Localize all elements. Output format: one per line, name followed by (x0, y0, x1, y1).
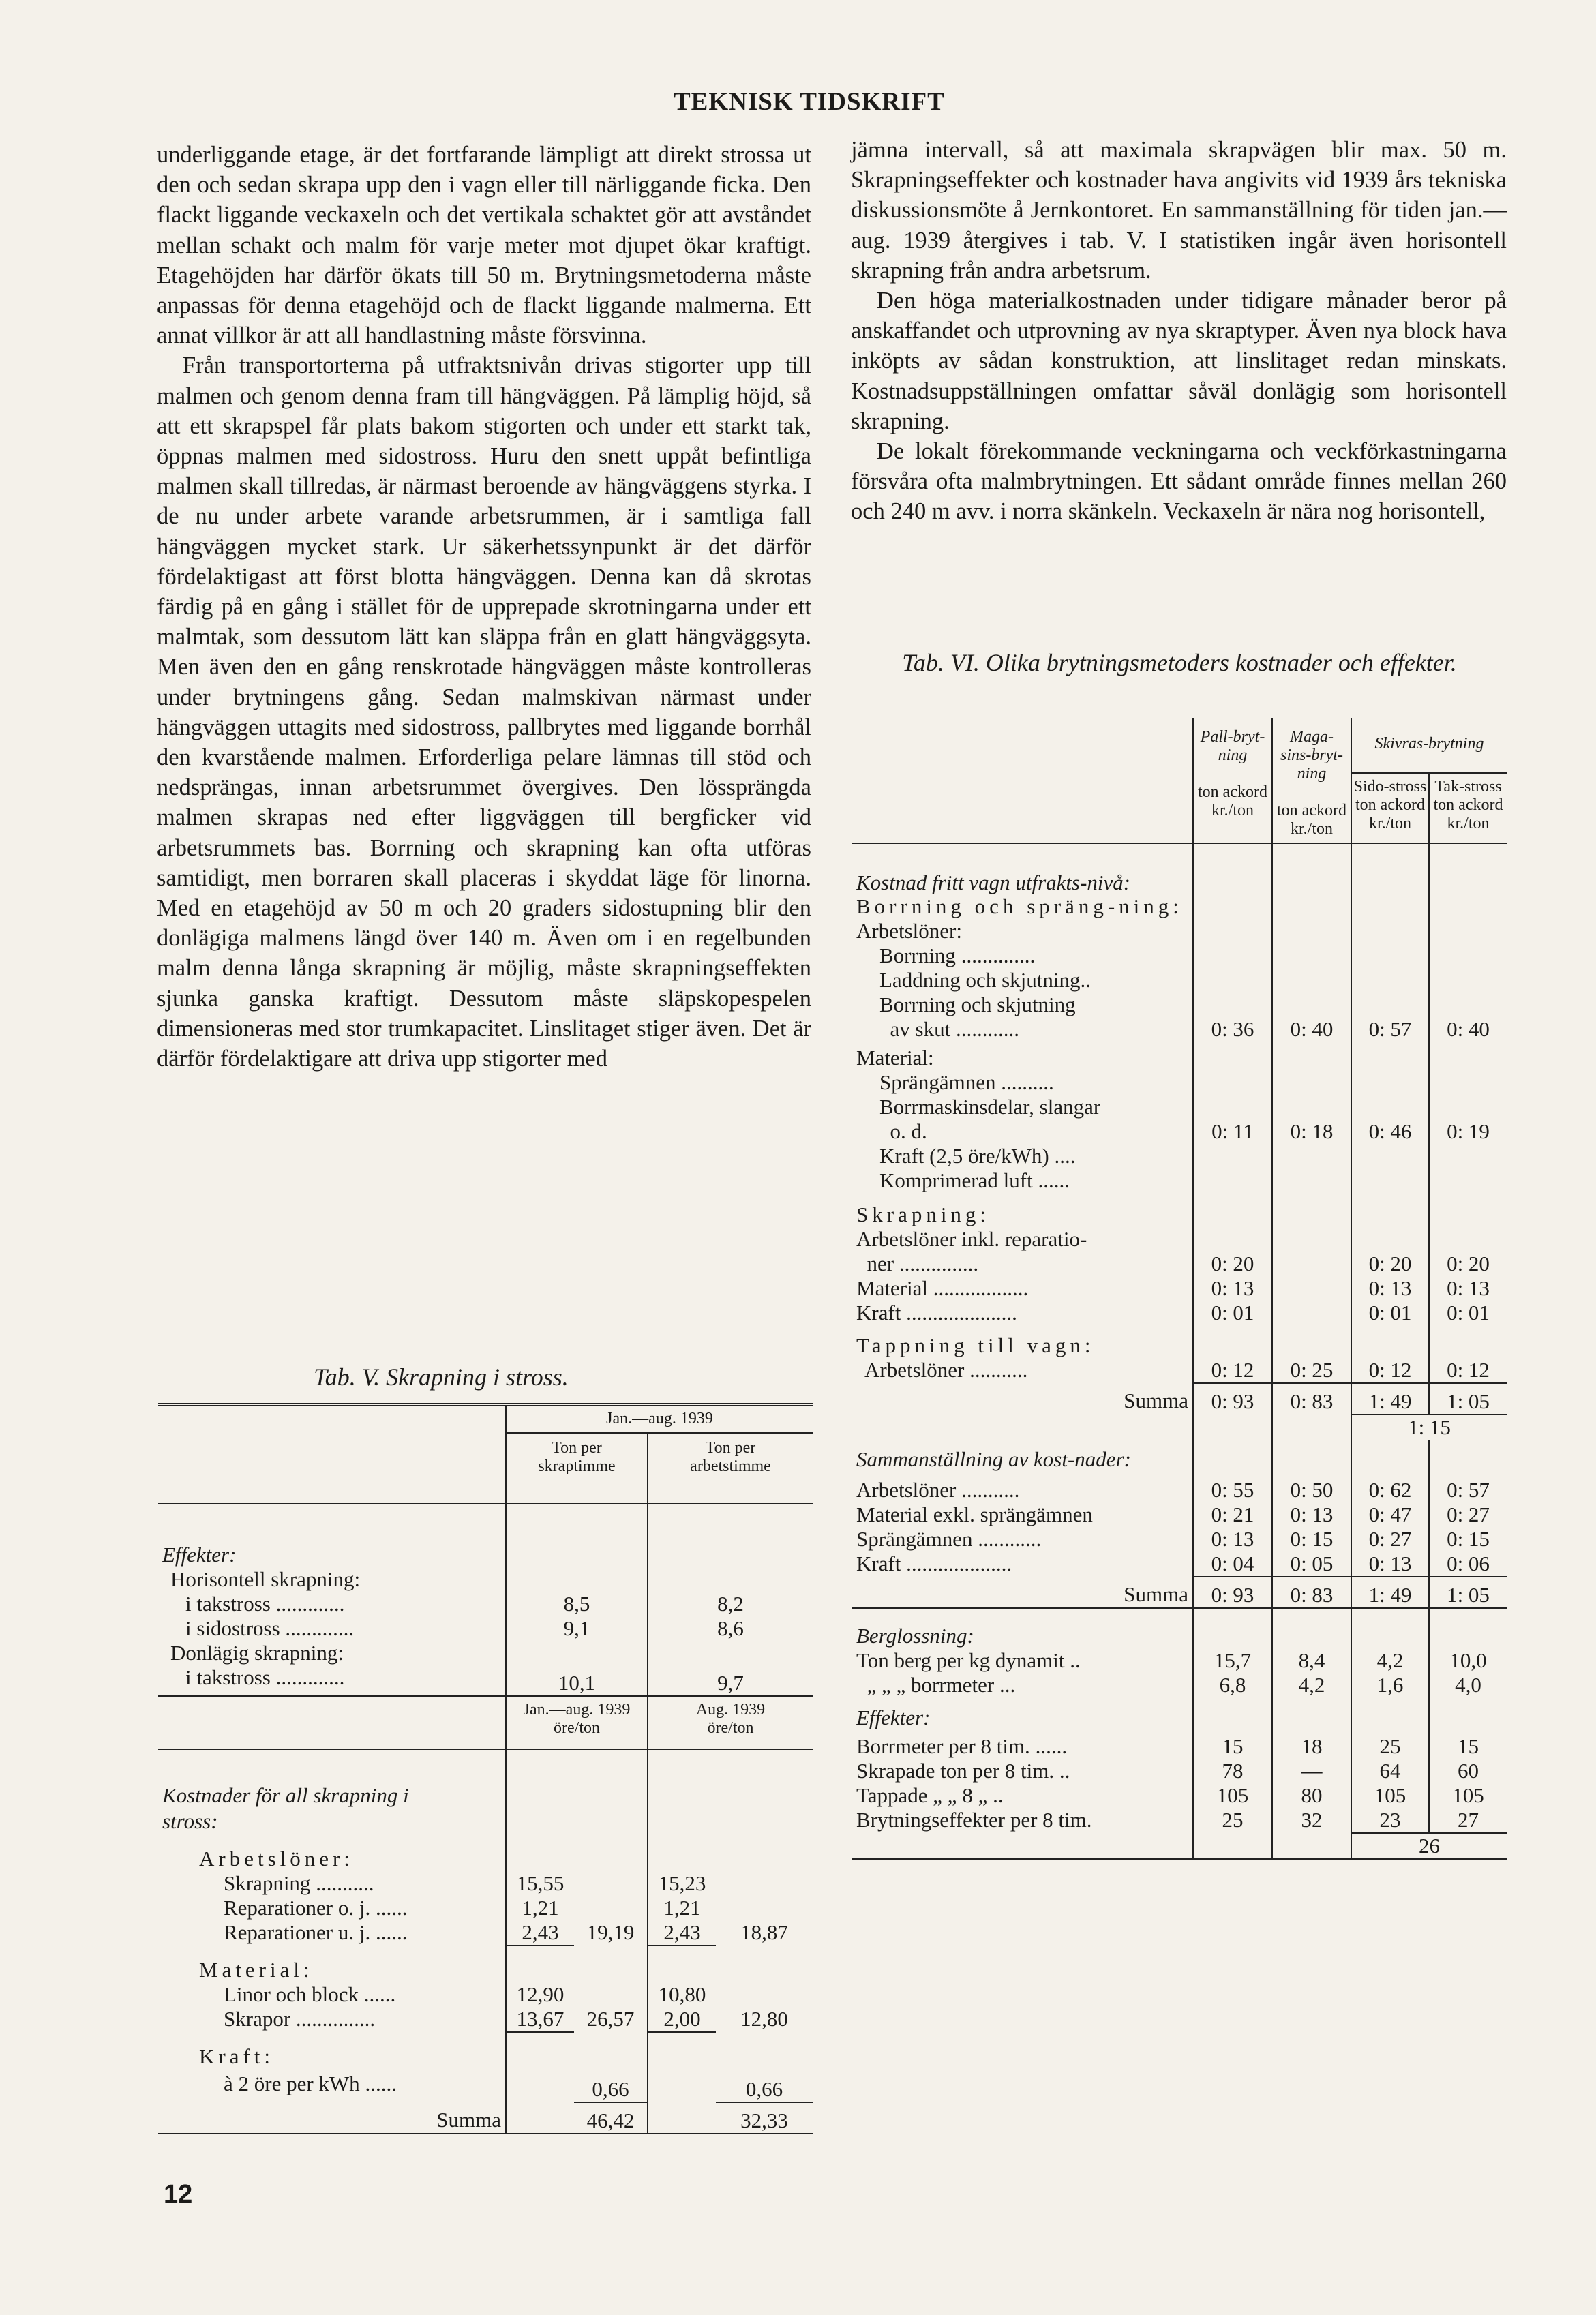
cell: 0: 20 (1351, 1227, 1429, 1276)
cell: 9,1 (506, 1616, 648, 1641)
period: Jan.—aug. 1939 (506, 1404, 813, 1433)
cell: 0: 11 (1193, 1070, 1272, 1193)
cell: 0: 93 (1193, 1577, 1272, 1608)
row-label: Kostnad fritt vagn utfrakts-nivå: (852, 843, 1193, 894)
row-label: Reparationer o. j. ...... (158, 1896, 506, 1920)
cell: 4,2 1,6 (1351, 1648, 1429, 1697)
col-tak: Tak-stross ton ackord kr./ton (1433, 778, 1503, 832)
cell: 10,1 (506, 1665, 648, 1696)
cell: 46,42 (574, 2102, 648, 2134)
cell (1272, 1301, 1351, 1325)
row-label: Skrapning ........... (158, 1871, 506, 1896)
page-number: 12 (164, 2180, 193, 2209)
cell: 0: 20 (1447, 1252, 1490, 1275)
col-sido: Sido-stross ton ackord kr./ton (1351, 773, 1429, 843)
cell: 0: 13 (1447, 1276, 1490, 1300)
cell: 15,7 6,8 (1193, 1648, 1272, 1697)
cell: 0: 40 (1272, 943, 1351, 1042)
row-label: Material: (158, 1946, 506, 1982)
cell: 12,90 (516, 1982, 564, 2006)
row-label: Arbetslöner: (158, 1834, 506, 1871)
cell: 18,87 (740, 1920, 788, 1944)
cell: 0: 62 0: 47 0: 27 0: 13 (1351, 1471, 1429, 1577)
paragraph: underliggande etage, är det fortfarande lämpligt att direkt strossa ut den och sedan skrapa upp den i vagn eller till närliggande ficka. Den flackt liggande veckaxeln och det vertikala schaktet gör att avståndet mellan schakt och malm för varje meter mot djupet ökar kraftigt. Etagehöjden har därför ökats till 50 m. Brytningsmetoderna måste anpassas för denna etagehöjd och de flackt liggande malmerna. Ett annat villkor är att all handlastning måste försvinna. (157, 142, 811, 349)
row-label: Effekter: (852, 1697, 1193, 1730)
paragraph: Den höga materialkostnaden under tidigare månader beror på anskaffandet och utprovning av nya skraptyper. Även nya block hava inköpts av sådan konstruktion, att linslitaget redan minskats. Kostnadsuppställningen omfattar såväl donlägig som horisontell skrapning. (851, 288, 1507, 434)
cell: 1,21 (663, 1896, 701, 1920)
row-label: Arbetslöner: (852, 919, 1193, 943)
left-column (157, 140, 811, 1074)
row-label: Arbetslöner ........... Material exkl. sprängämnen Sprängämnen ............ Kraft .................... (852, 1471, 1193, 1577)
cell: 1: 49 (1351, 1383, 1429, 1414)
row-label: Borrning .............. Laddning och skjutning.. Borrning och skjutning av skut ............ (852, 943, 1193, 1042)
cell: 32,33 (740, 2108, 788, 2132)
row-label: Berglossning: (852, 1608, 1193, 1648)
cell: 13,67 (506, 2007, 574, 2032)
row-label: i takstross ............. (158, 1592, 506, 1616)
col-header: Ton per skraptimme (506, 1433, 648, 1504)
kostnader-label: Kostnader för all skrapning i stross: (158, 1749, 506, 1834)
row-label: Sammanställning av kost-nader: (852, 1440, 1193, 1471)
cell: 15,23 (658, 1871, 706, 1895)
cell: 0: 83 (1272, 1577, 1351, 1608)
cell: 0: 57 (1351, 943, 1429, 1042)
tab5-caption: Tab. V. Skrapning i stross. (314, 1363, 569, 1391)
effekter-label: Effekter: (158, 1504, 506, 1567)
cell: 8,5 (506, 1592, 648, 1616)
row-label: Reparationer u. j. ...... (158, 1920, 506, 1946)
cell: 26 (1419, 1834, 1440, 1858)
cell: 0: 36 (1193, 943, 1272, 1042)
cell: 8,6 (717, 1616, 744, 1640)
cell: 15,55 (516, 1871, 564, 1895)
row-label: Material .................. (852, 1276, 1193, 1301)
col-skivras: Skivras-brytning (1351, 717, 1507, 773)
row-label: Ton berg per kg dynamit .. „ „ „ borrmeter ... (852, 1648, 1193, 1697)
col-pall: Pall-bryt-ning ton ackord kr./ton (1193, 717, 1272, 843)
row-label: Borrning och spräng-ning: (852, 894, 1193, 919)
cell: 2,43 (506, 1920, 574, 1946)
cell: 0: 18 (1272, 1070, 1351, 1193)
cell: 0: 93 (1193, 1383, 1272, 1414)
row-label: Sprängämnen .......... Borrmaskinsdelar, slangar o. d. Kraft (2,5 öre/kWh) .... Komprimerad luft ...... (852, 1070, 1193, 1193)
row-label: Donlägig skrapning: (158, 1641, 506, 1665)
cell: 2,43 (648, 1920, 716, 1946)
cell (1272, 1227, 1351, 1276)
row-label: i takstross ............. (158, 1665, 506, 1696)
cell: 0: 13 (1193, 1276, 1272, 1301)
row-label: Arbetslöner inkl. reparatio- ner ............... (852, 1227, 1193, 1276)
cell: 2,00 (648, 2007, 716, 2032)
paragraph: Från transportorterna på utfraktsnivån drivas stigorter upp till malmen och genom denna fram till hängväggen. På lämplig höjd, så att ett skrapspel får plats bakom stigorten och under ett starkt tak, öppnas malmen med sidostross. Huru den snett uppåt befintliga malmen skall tillredas, är närmast beroende av hängväggens styrka. I de nu under arbete varande arbetsrummen, är i samtliga fall hängväggen mycket stark. Ur säkerhetssynpunkt är det därför fördelaktigast att först blotta hängväggen. Denna kan då skrotas färdig på en gång i stället för de upprepade skrotningarna under ett malmtak, som dessutom lätt kan släppa från en glatt hängväggsyta. Men även den en gång renskrotade hängväggen måste kontrolleras under brytningens gång. Sedan malmskivan närmast under hängväggen uttagits med sidostross, pallbrytes med liggande borrhål den kvarstående malmen. Erforderliga pelare lämnas till stöd och nedsprängas, innan arbetsrummet övergives. Den lössprängda malmen skrapas ned efter liggväggen till bergficker vid arbetsrummets bas. Borrning och skrapning kan ofta utföras samtidigt, men borraren skall placeras i skyddat läge för linorna. Med en etagehöjd av 50 m och 20 graders sidostupning blir den donlägiga malmens längd över 140 m. Även om i en regelbunden malm denna långa skrapning är möjlig, måste skrapningseffekten sjunka ganska kraftigt. Dessutom måste släpskopespelen dimensioneras med stor trumkapacitet. Linslitaget stiger även. Det är därför fördelaktigare att driva upp stigorter med (157, 352, 811, 1072)
col-magasin: Maga-sins-bryt-ning ton ackord kr./ton (1272, 717, 1351, 843)
cell: 10,80 (658, 1982, 706, 2006)
cell: 0: 57 0: 27 0: 15 0: 06 (1447, 1478, 1490, 1575)
cell: 0: 25 (1272, 1358, 1351, 1383)
row-label: Summa (852, 1383, 1193, 1414)
paragraph: jämna intervall, så att maximala skrapvägen blir max. 50 m. Skrapningseffekter och kostnader hava angivits vid 1939 års tekniska diskussionsmöte å Jernkontoret. En sammanställning för tiden jan.—aug. 1939 återgives i tab. V. I statistiken ingår även horisontell skrapning från andra arbetsrum. (851, 137, 1507, 284)
journal-header: TEKNISK TIDSKRIFT (674, 88, 945, 116)
cell (1272, 1276, 1351, 1301)
cell: 1,21 (522, 1896, 559, 1920)
col-header: Ton per arbetstimme (690, 1439, 771, 1475)
row-label: Kraft ..................... (852, 1301, 1193, 1325)
row-label: Summa (852, 1577, 1193, 1608)
cell: 8,2 (717, 1592, 744, 1616)
row-label: Summa (158, 2102, 506, 2134)
cell: 1: 05 (1429, 1383, 1507, 1414)
cell: 0: 01 (1351, 1301, 1429, 1325)
cell: 0: 83 (1272, 1383, 1351, 1414)
row-label: i sidostross ............. (158, 1616, 506, 1641)
row-label: à 2 öre per kWh ...... (158, 2069, 506, 2102)
cell: 0: 13 (1351, 1276, 1429, 1301)
cell: 19,19 (574, 1920, 648, 1946)
cell: 12,80 (740, 2007, 788, 2031)
cell: 0: 46 (1351, 1070, 1429, 1193)
row-label: Kraft: (158, 2032, 506, 2069)
cell: 0: 50 0: 13 0: 15 0: 05 (1272, 1471, 1351, 1577)
cell: 0: 01 (1193, 1301, 1272, 1325)
cell: 0: 01 (1447, 1301, 1490, 1325)
tab6-caption: Tab. VI. Olika brytningsmetoders kostnader och effekter. (902, 649, 1457, 676)
cell: 0,66 (716, 2069, 813, 2102)
cell: 0: 55 0: 21 0: 13 0: 04 (1193, 1471, 1272, 1577)
right-column (851, 135, 1507, 527)
row-label: Borrmeter per 8 tim. ...... Skrapade ton per 8 tim. .. Tappade „ „ 8 „ .. Brytningseffekter per 8 tim. (852, 1730, 1193, 1833)
paragraph: De lokalt förekommande veckningarna och veckförkastningarna försvåra ofta malmbrytningen. Ett sådant område finnes mellan 260 och 240 m avv. i norra skänkeln. Veckaxeln är nära nog horisontell, (851, 438, 1507, 525)
cell: 25 64 105 23 (1351, 1730, 1429, 1833)
cell: 15 60 105 27 (1429, 1730, 1507, 1833)
row-label: Skrapning: (852, 1193, 1193, 1227)
row-label: Horisontell skrapning: (158, 1567, 506, 1592)
cell: 9,7 (717, 1671, 744, 1695)
cell: 15 78 105 25 (1193, 1730, 1272, 1833)
cell: 0: 20 (1193, 1227, 1272, 1276)
cell: 26,57 (574, 2007, 648, 2032)
row-label: Material: (852, 1042, 1193, 1070)
cell: 0: 19 (1447, 1119, 1490, 1143)
table-6 (852, 716, 1507, 1860)
row-label: Tappning till vagn: (852, 1325, 1193, 1358)
col-header: Aug. 1939 öre/ton (695, 1701, 766, 1737)
cell: 1: 05 (1429, 1577, 1507, 1608)
cell: 8,4 4,2 (1272, 1648, 1351, 1697)
row-label: Skrapor ............... (158, 2007, 506, 2032)
cell: 0: 12 (1447, 1358, 1490, 1382)
row-label: Linor och block ...... (158, 1982, 506, 2007)
cell: 1: 49 (1351, 1577, 1429, 1608)
cell: 0: 12 (1193, 1358, 1272, 1383)
cell: 1: 15 (1408, 1415, 1451, 1439)
row-label: Arbetslöner ........... (852, 1358, 1193, 1383)
col-header: Jan.—aug. 1939 öre/ton (506, 1696, 648, 1749)
cell: 0,66 (574, 2069, 648, 2102)
cell: 10,0 4,0 (1449, 1648, 1487, 1697)
table-5 (158, 1403, 813, 2134)
cell: 0: 12 (1351, 1358, 1429, 1383)
cell: 18 — 80 32 (1272, 1730, 1351, 1833)
cell: 0: 40 (1447, 1017, 1490, 1041)
